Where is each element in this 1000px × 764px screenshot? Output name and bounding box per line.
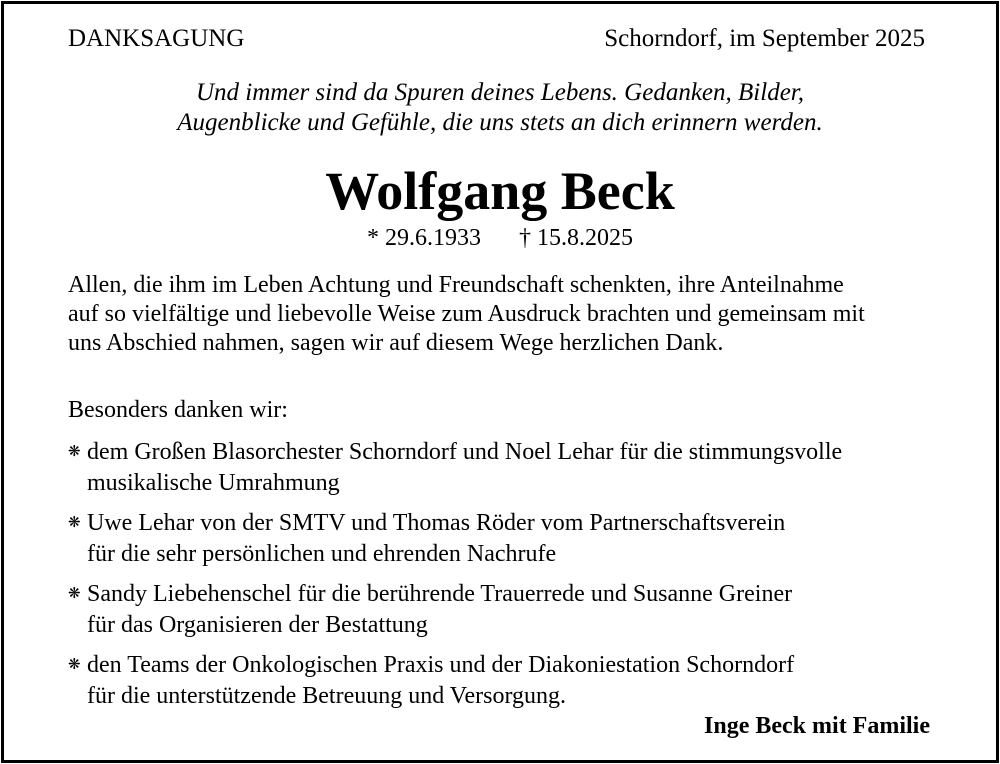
paragraph-line: Allen, die ihm im Leben Achtung und Freundschaft schenkten, ihre Anteilnahme [68,272,844,298]
bullet-icon: ❋ [68,657,81,673]
paragraph-line: uns Abschied nahmen, sagen wir auf diesem Wege herzlichen Dank. [68,330,724,356]
birth-date: * 29.6.1933 [367,225,481,251]
notice-type-heading: DANKSAGUNG [68,25,245,52]
thanks-item [68,437,842,499]
motto-line: Augenblicke und Gefühle, die uns stets an dich erinnern werden. [177,109,823,136]
deceased-name: Wolfgang Beck [325,161,675,221]
thanks-item [68,650,794,712]
place-date: Schorndorf, im September 2025 [604,25,925,52]
thanks-item-line: den Teams der Onkologischen Praxis und der Diakoniestation Schorndorf [87,652,795,678]
bullet-icon: ❋ [68,586,81,602]
thanks-item-line: für die unterstützende Betreuung und Versorgung. [87,683,567,709]
motto-quote [0,78,1000,138]
bullet-icon: ❋ [68,515,81,531]
motto-line: Und immer sind da Spuren deines Lebens. Gedanken, Bilder, [195,79,804,106]
thanks-item-line: musikalische Umrahmung [87,470,340,496]
thanks-item-line: für die sehr persönlichen und ehrenden Nachrufe [87,541,557,567]
thanks-item [68,579,792,641]
life-dates [0,225,1000,252]
thanks-paragraph [68,271,865,358]
death-date: † 15.8.2025 [519,225,633,251]
thanks-item-line: Sandy Liebehenschel für die berührende Trauerrede und Susanne Greiner [87,581,793,607]
thanks-item [68,508,785,570]
bullet-icon: ❋ [68,444,81,460]
paragraph-line: auf so vielfältige und liebevolle Weise zum Ausdruck brachten und gemeinsam mit [68,301,865,327]
special-thanks-intro: Besonders danken wir: [68,397,288,423]
thanks-item-line: Uwe Lehar von der SMTV und Thomas Röder vom Partnerschaftsverein [87,510,786,536]
signature: Inge Beck mit Familie [704,713,930,739]
thanks-item-line: für das Organisieren der Bestattung [87,612,428,638]
thanks-item-line: dem Großen Blasorchester Schorndorf und Noel Lehar für die stimmungsvolle [87,439,843,465]
